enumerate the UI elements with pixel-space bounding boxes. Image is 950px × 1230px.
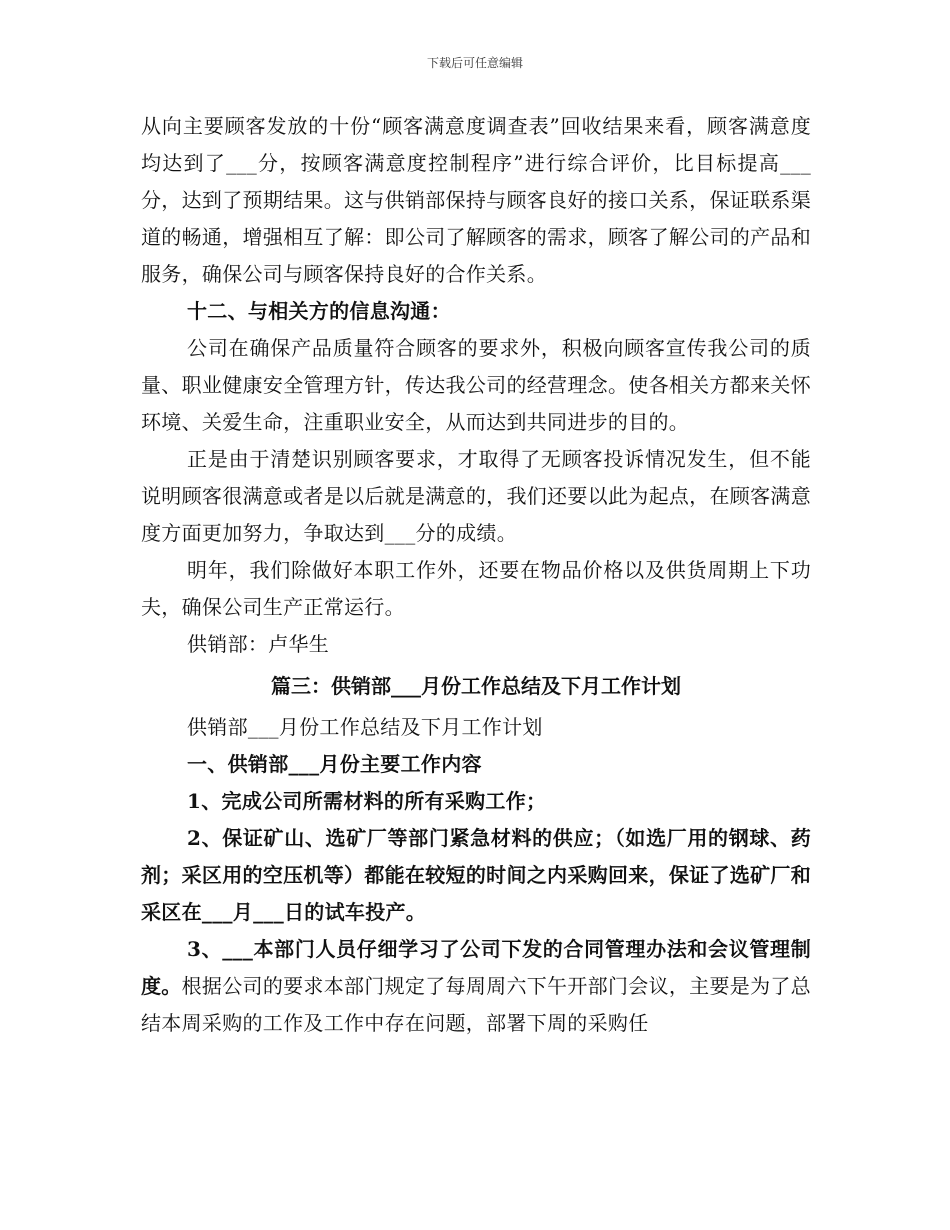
subtitle: 供销部___月份工作总结及下月工作计划 xyxy=(187,715,543,739)
paragraph-next-year: 明年，我们除做好本职工作外，还要在物品价格以及供货周期上下功夫，确保公司生产正常运行。 xyxy=(141,558,811,619)
page-header: 下载后可任意编辑 xyxy=(426,56,523,70)
section-heading-1: 一、供销部___月份主要工作内容 xyxy=(187,752,482,776)
list-item-3 xyxy=(141,931,811,1042)
list-item-2: 2、保证矿山、选矿厂等部门紧急材料的供应；（如选厂用的钢球、药剂；采区用的空压机等）都能在较短的时间之内采购回来，保证了选矿厂和采区在___月___日的试车投产。 xyxy=(141,826,811,924)
section-heading-12: 十二、与相关方的信息沟通： xyxy=(187,299,451,323)
list-item-1: 1、完成公司所需材料的所有采购工作； xyxy=(187,789,547,813)
paragraph-communication: 公司在确保产品质量符合顾客的要求外，积极向顾客宣传我公司的质量、职业健康安全管理方针，传达我公司的经营理念。使各相关方都来关怀环境、关爱生命，注重职业安全，从而达到共同进步的目的。 xyxy=(141,336,811,434)
chapter-title: 篇三：供销部___月份工作总结及下月工作计划 xyxy=(271,674,681,698)
paragraph-customer-requirements: 正是由于清楚识别顾客要求，才取得了无顾客投诉情况发生，但不能说明顾客很满意或者是以后就是满意的，我们还要以此为起点，在顾客满意度方面更加努力，争取达到___分的成绩。 xyxy=(141,447,811,545)
list-item-3-body: 根据公司的要求本部门规定了每周周六下午开部门会议，主要是为了总结本周采购的工作及工作中存在问题，部署下周的采购任 xyxy=(141,974,811,1035)
signature-line: 供销部：卢华生 xyxy=(187,632,330,656)
list-item-3-lead: 3、___本部门人员仔细学习了公司下发的合同管理办法和会议管理制度。 xyxy=(141,937,811,998)
document-body xyxy=(141,108,811,1042)
paragraph-satisfaction: 从向主要顾客发放的十份“顾客满意度调查表”回收结果来看，顾客满意度均达到了___分，按顾客满意度控制程序”进行综合评价，比目标提高___分，达到了预期结果。这与供销部保持与顾客良好的接口关系，保证联系渠道的畅通，增强相互了解：即公司了解顾客的需求，顾客了解公司的产品和服务，确保公司与顾客保持良好的合作关系。 xyxy=(141,114,811,286)
